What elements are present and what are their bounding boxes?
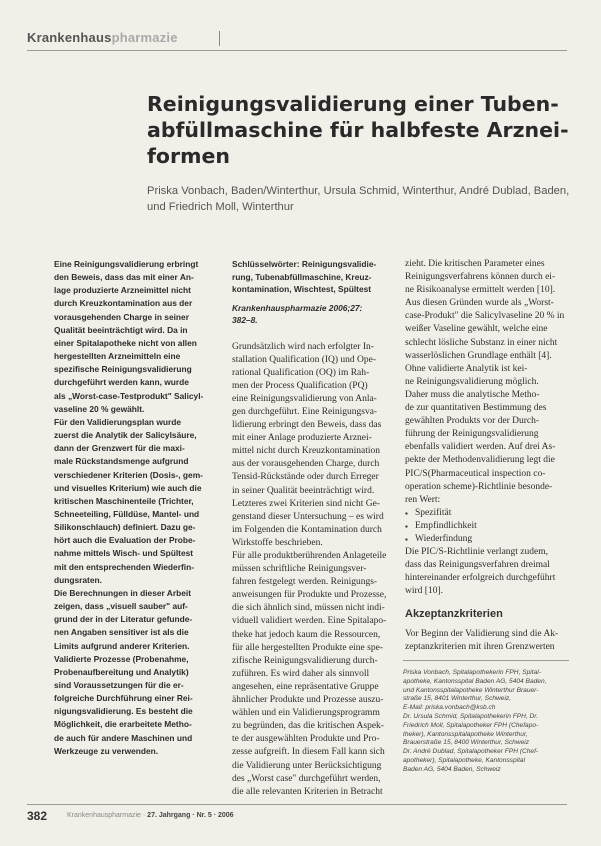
footer-rule [27,804,567,805]
text-line: wird [10]. [405,586,443,597]
abstract-line: Eine Reinigungsvalidierung erbringt [54,259,199,269]
header-divider [219,31,220,46]
text-line: wählen und ein Validierungsprogramm [232,708,380,719]
text-line: theke hat jedoch kaum die Ressourcen, [232,629,381,640]
keywords [232,258,400,296]
journal-name-part2: pharmazie [111,30,178,45]
text-line: operation scheme)-Richtlinie besonde- [405,481,553,492]
text-line: mit einer Anlage produzierte Arznei- [232,433,372,444]
running-header [27,30,567,52]
text-line: führung der Reinigungsvalidierung [405,429,539,440]
text-line: des „Worst case" durchgeführt werden, [232,773,381,784]
text-line: ne Reinigungsvalidierung möglich. [405,376,539,387]
abstract-line: hört auch die Evaluation der Probe- [54,535,196,546]
abstract-line: verschiedener Kriterien (Dosis-, gem- [54,469,203,480]
text-line: ren Wert: [405,494,441,505]
abstract-line: folgreiche Durchführung einer Rei- [54,693,193,704]
affiliation-line: Dr. André Dublad, Spitalapotheker FPH (Chef- [403,748,539,756]
text-line: die sich ähnlich sind, müssen nicht indi- [232,603,385,614]
text-line: schlecht lösliche Substanz in einer nicht [405,337,558,348]
text-line: rational Qualification (OQ) im Rah- [232,367,370,378]
bullet-item: ▪ Wiederfindung [405,533,570,546]
text-line: ne Risikoanalyse ermittelt werden [10]. [405,285,556,296]
abstract-line: Werkzeuge zu verwenden. [54,745,159,756]
abstract-line: Validierte Prozesse (Probenahme, [54,653,189,664]
text-line: de zur quantitativen Bestimmung des [405,403,547,414]
abstract-line: Silikonschlauch) definiert. Dazu ge- [54,522,196,533]
text-line: zuführen. Es wird daher als sinnvoll [232,668,370,679]
text-line: eine Reinigungsvalidierung von Anla- [232,393,377,404]
citation [232,302,400,327]
text-line: PIC/S(Pharmaceutical inspection co- [405,468,546,479]
footer-journal-name: Krankenhauspharmazie [67,812,141,819]
text-line: zifische Reinigungsvalidierung durch- [232,655,378,666]
bullet-item: ▪ Empfindlichkeit [405,520,570,533]
affiliation-line: theker), Kantonsspitalapotheke Winterthur, [403,730,528,738]
text-line: in seiner Qualität beeinträchtigt wird. [232,485,375,496]
journal-name [27,30,178,45]
text-line: dass das Reinigungsverfahren dreimal [405,560,550,571]
affiliation-line: straße 15, 8401 Winterthur, Schweiz, [403,695,512,703]
body-text-right [405,258,570,507]
affiliation-line: Friedrich Moll, Spitalapotheker FPH (Chefapo- [403,721,539,729]
text-line: ebenfalls validiert werden. Auf drei As- [405,442,556,453]
abstract-line: nen Angaben sensitiver ist als die [54,627,189,638]
text-line: Tensid-Rückstände oder durch Erreger [232,472,379,483]
affiliation-line: Priska Vonbach, Spitalapothekerin FPH, Spital- [403,669,541,676]
abstract-line: den Beweis, dass das mit einer An- [54,272,194,283]
abstract-line: einer Spitalapotheke nicht von allen [54,337,197,348]
abstract-line: dann der Grenzwert für die maxi- [54,443,185,454]
affiliation-line: und Kantonsspitalapotheke Winterthur Brauer- [403,686,539,694]
abstract-line: durchgeführt werden kann, wurde [54,377,189,388]
abstract-line: und visuelles Kriterium) wie auch die [54,482,202,493]
bullet-item: ▪ Spezifität [405,507,570,520]
text-line: Für alle produktberührenden Anlageteile [232,551,387,561]
abstract-line: mit den entsprechenden Wiederfin- [54,561,194,572]
text-line: aus der vorausgehenden Charge, durch [232,459,380,470]
text-line: zieht. Die kritischen Parameter eines [405,259,545,269]
abstract-line: dungsraten. [54,574,102,585]
abstract-line: sind Voraussetzungen für die er- [54,680,184,690]
text-line: Wirkstoffe beschrieben. [232,537,323,548]
body-column-right [405,258,570,654]
abstract-line: als „Worst-case-Testprodukt" Salicyl- [54,390,204,401]
text-line: die alle relevanten Kriterien in Betracht [232,786,383,797]
abstract-line: grund der in der Literatur gefunde- [54,614,193,625]
abstract-line: male Rückstandsmenge aufgrund [54,456,189,467]
abstract-line: lage produzierte Arzneimittel nicht [54,285,191,296]
text-line: Ohne validierte Analytik ist kei- [405,363,528,374]
text-line: wasserlöslichen Grundlage enthält [4]. [405,350,552,361]
abstract-line: Möglichkeit, die erarbeitete Metho- [54,719,192,730]
text-line: zu begründen, das die kritischen Aspek- [232,721,384,732]
abstract-line: durch Kreuzkontamination aus der [54,298,193,309]
text-line: case-Produkt" die Salicylvaseline 20 % in [405,311,565,322]
text-line: stallation Qualification (IQ) und Ope- [232,354,377,365]
text-line: te der ausgewählten Produkte und Pro- [232,734,380,745]
text-line: ähnlicher Produkte und Prozesse auszu- [232,695,384,706]
affiliation-line: apotheker), Spitalapotheke, Kantonsspital [403,756,526,764]
abstract-line: nigungsvalidierung. Es besteht die [54,706,193,717]
affiliation-line: Dr. Ursula Schmid, Spitalapothekerin FPH, Dr. [403,712,539,720]
affiliation-line: apotheke, Kantonsspital Baden AG, 5404 Baden, [403,677,547,685]
article-authors [147,183,570,215]
abstract-line: zuerst die Analytik der Salicylsäure, [54,430,197,441]
journal-name-part1: Krankenhaus [27,30,112,45]
text-line: gewählten Produkts vor der Durch- [405,416,540,427]
header-rule [27,50,567,51]
body-text-right-end [405,628,570,654]
text-line: die Validierung unter Berücksichtigung [232,760,382,771]
keyword-line: kontamination, Wischtest, Spültest [232,284,372,294]
text-line: viduell validiert werden. Eine Spitalapo- [232,616,387,627]
text-line: für alle hergestellten Produkte eine spe- [232,642,383,653]
text-line: müssen schriftliche Reinigungsver- [232,564,367,575]
abstract-line: Für den Validierungsplan wurde [54,416,182,427]
abstract-line: Die Berechnungen in dieser Arbeit [54,587,191,598]
text-line: men der Process Qualification (PQ) [232,380,368,391]
text-line: im Folgenden die Kontamination durch [232,524,382,535]
text-line: anweisungen für Produkte und Prozesse, [232,590,387,601]
text-line: Grundsätzlich wird nach erfolgter In- [232,341,374,352]
abstract-line: de auch für andere Maschinen und [54,732,193,743]
body-text-middle [232,341,400,799]
text-line: pekte der Methodenvalidierung legt die [405,455,555,466]
text-line: weißer Vaseline gewählt, welche eine [405,324,548,335]
abstract-line: spezifische Reinigungsvalidierung [54,364,192,375]
text-line: Reinigungsverfahrens können durch ei- [405,272,556,283]
text-line: zeptanzkriterien mit ihren Grenzwerten [405,641,555,652]
section-heading: Akzeptanzkriterien [405,608,503,621]
text-line: fahren festgelegt werden. Reinigungs- [232,577,378,588]
abstract-line: nahme mittels Wisch- und Spültest [54,548,194,559]
author-affiliations [403,660,569,787]
page-number: 382 [27,809,48,823]
abstract-line: hergestellten Arzneimitteln eine [54,351,181,362]
text-line: mittel nicht durch Kreuzkontamination [232,446,381,457]
affiliation-line: Baden AG, 5404 Baden, Schweiz [403,765,501,773]
abstract-line: Probenaufbereitung und Analytik) [54,666,189,677]
abstract-line: Qualität beeinträchtigt wird. Da in [54,324,188,335]
body-column-middle [232,258,400,799]
article-title [147,91,567,169]
text-line: angesehen, eine repräsentative Gruppe [232,681,379,692]
text-line: Aus diesen Gründen wurde als „Worst- [405,298,554,309]
text-line: Daher muss die analytische Metho- [405,389,540,400]
abstract-line: Schneeteiling, Fülldüse, Mantel- und [54,508,200,519]
abstract-line: vorausgehenden Charge in seiner [54,311,189,322]
keyword-line: rung, Tubenabfüllmaschine, Kreuz- [232,271,372,282]
footer-journal: Krankenhauspharmazie · 27. Jahrgang · Nr. 5 · 2006 [67,812,234,819]
text-line: zesse aufgreift. In diesem Fall kann sich [232,747,385,758]
text-line: Die PIC/S-Richtlinie verlangt zudem, [405,547,549,558]
footer-issue: 27. Jahrgang · Nr. 5 · 2006 [147,812,234,819]
title-line: abfüllmaschine für halbfeste Arznei- [147,118,569,142]
author-line: Priska Vonbach, Baden/Winterthur, Ursula Schmid, Winterthur, André Dublad, Baden, [147,185,570,197]
affiliation-line: E-Mail: priska.vonbach@ksb.ch [403,704,496,712]
text-line: Letzteres zwei Kriterien sind nicht Ge- [232,498,380,509]
running-footer [27,804,567,824]
title-line: formen [147,144,230,168]
author-line: und Friedrich Moll, Winterthur [147,201,294,213]
citation-line: Krankenhauspharmazie 2006;27: [232,302,363,313]
bullet-list [405,507,570,546]
abstract-line: Limits aufgrund anderer Kriterien. [54,640,190,651]
abstract-line: kritischen Maschinenteile (Trichter, [54,495,194,506]
abstract-line: vaseline 20 % gewählt. [54,403,145,414]
abstract-column [54,258,219,758]
text-line: Vor Beginn der Validierung sind die Ak- [405,628,559,639]
text-line: genstand dieser Untersuchung – es wird [232,511,384,522]
body-text-right-continued [405,546,570,598]
text-line: gen durchgeführt. Eine Reinigungsva- [232,406,378,417]
citation-line: 382–8. [232,315,258,325]
abstract-line: zeigen, dass „visuell sauber" auf- [54,601,188,612]
title-line: Reinigungsvalidierung einer Tuben- [147,92,559,116]
text-line: hintereinander erfolgreich durchgeführt [405,573,556,584]
affiliation-line: Brauerstraße 15, 8400 Winterthur, Schweiz [403,739,530,747]
keyword-line: Schlüsselwörter: Reinigungsvalidie- [232,259,377,269]
text-line: lidierung erbringt den Beweis, dass das [232,420,382,431]
